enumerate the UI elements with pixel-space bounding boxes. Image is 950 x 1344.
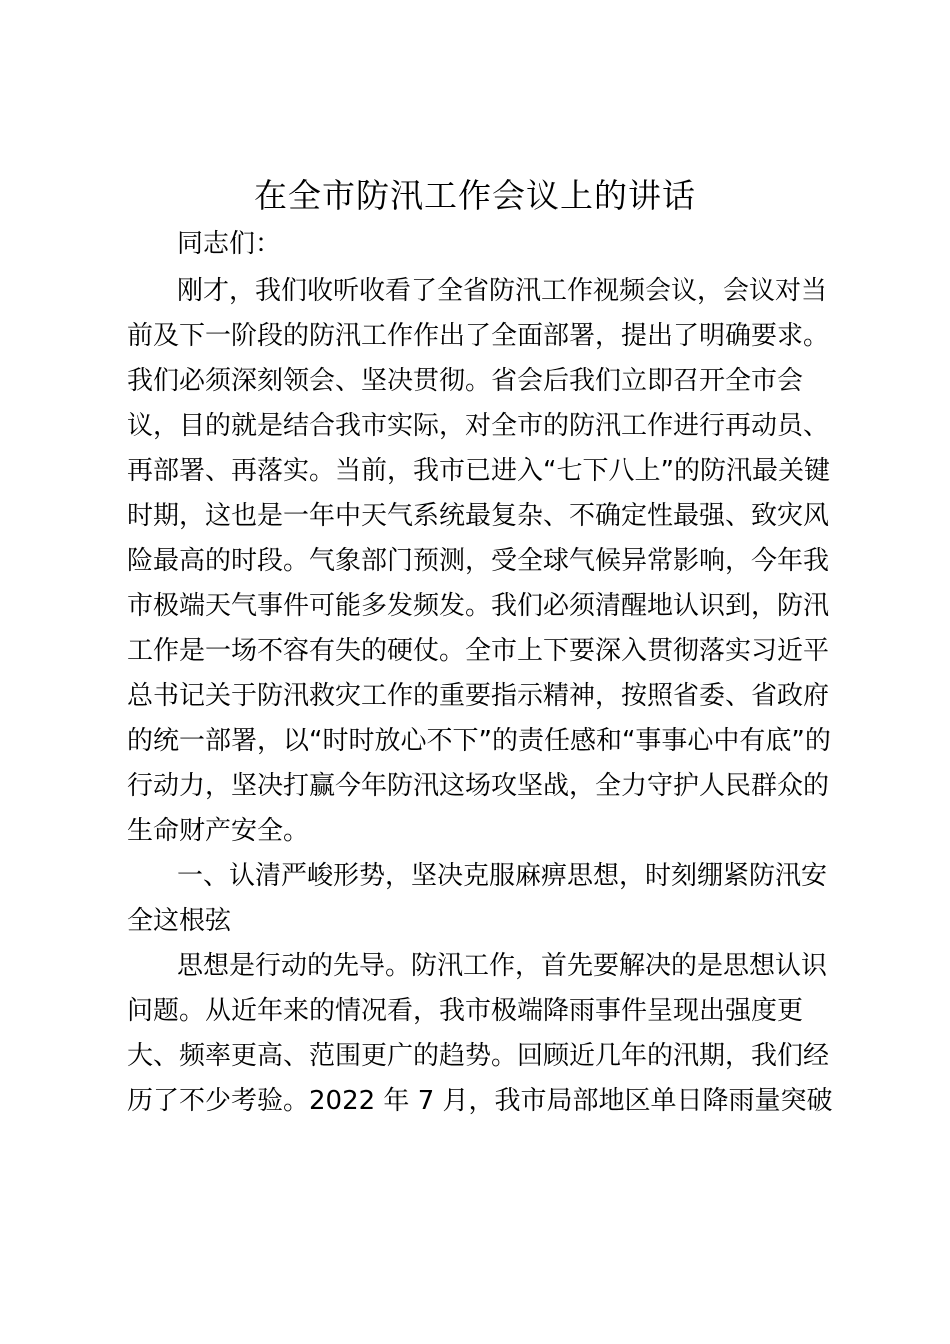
paragraph-line: 险最高的时段。气象部门预测，受全球气候异常影响，今年我: [127, 546, 830, 576]
paragraph-line: 问题。从近年来的情况看，我市极端降雨事件呈现出强度更: [127, 996, 804, 1026]
paragraph-line: 思想是行动的先导。防汛工作，首先要解决的是思想认识: [177, 951, 828, 981]
paragraph-line: 我们必须深刻领会、坚决贯彻。省会后我们立即召开全市会: [127, 366, 804, 396]
document-title: 在全市防汛工作会议上的讲话: [254, 176, 696, 215]
paragraph-line: 生命财产安全。: [127, 816, 310, 846]
section-heading: 全这根弦: [127, 906, 232, 936]
paragraph-line: 市极端天气事件可能多发频发。我们必须清醒地认识到，防汛: [127, 591, 830, 621]
paragraph-line: 历了不少考验。2022 年 7 月，我市局部地区单日降雨量突破: [127, 1086, 833, 1116]
paragraph-line: 刚才，我们收听收看了全省防汛工作视频会议，会议对当: [177, 276, 828, 306]
paragraph-line: 总书记关于防汛救灾工作的重要指示精神，按照省委、省政府: [127, 681, 830, 711]
paragraph-line: 时期，这也是一年中天气系统最复杂、不确定性最强、致灾风: [127, 501, 830, 531]
paragraph-line: 行动力，坚决打赢今年防汛这场攻坚战，全力守护人民群众的: [127, 771, 830, 801]
paragraph-line: 工作是一场不容有失的硬仗。全市上下要深入贯彻落实习近平: [127, 636, 830, 666]
paragraph-line: 大、频率更高、范围更广的趋势。回顾近几年的汛期，我们经: [127, 1041, 830, 1071]
paragraph-line: 议，目的就是结合我市实际，对全市的防汛工作进行再动员、: [127, 411, 830, 441]
salutation: 同志们：: [177, 229, 282, 259]
paragraph-line: 的统一部署，以“时时放心不下”的责任感和“事事心中有底”的: [127, 726, 831, 756]
paragraph-line: 再部署、再落实。当前，我市已进入“七下八上”的防汛最关键: [127, 456, 830, 486]
section-heading: 一、认清严峻形势，坚决克服麻痹思想，时刻绷紧防汛安: [177, 861, 828, 891]
paragraph-line: 前及下一阶段的防汛工作作出了全面部署，提出了明确要求。: [127, 321, 830, 351]
